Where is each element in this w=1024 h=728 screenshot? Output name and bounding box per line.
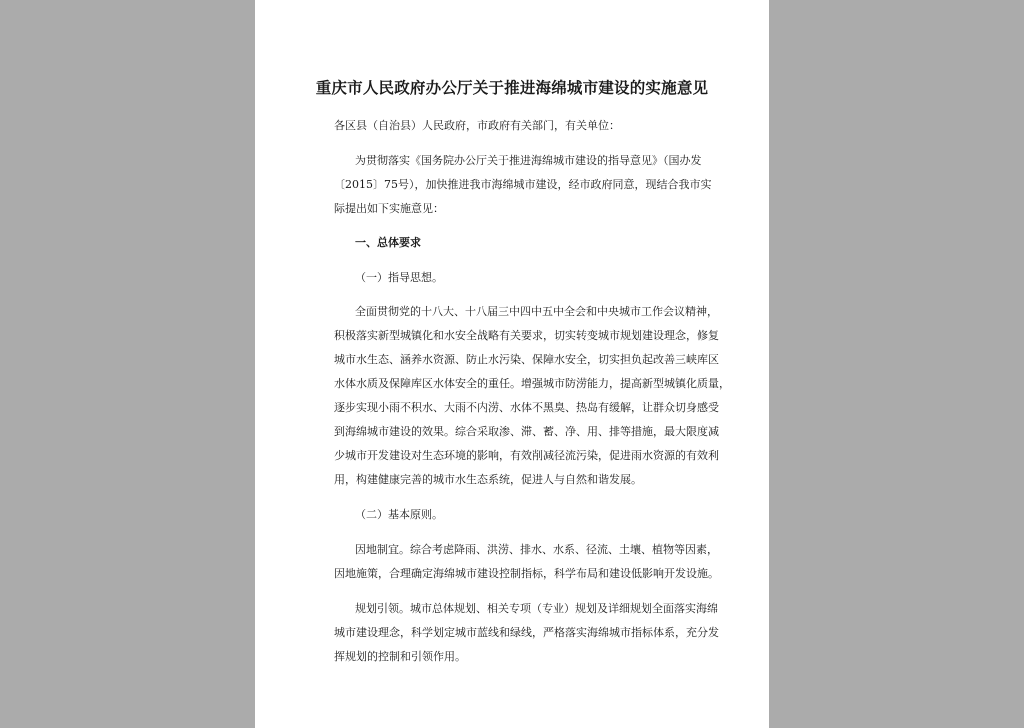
- intro-line-1: 为贯彻落实《国务院办公厅关于推进海绵城市建设的指导意见》（国办发: [355, 154, 702, 167]
- intro-line-2: 〔2015〕75号），加快推进我市海绵城市建设，经市政府同意，现结合我市实: [334, 178, 712, 191]
- intro-line-3: 际提出如下实施意见：: [334, 202, 444, 215]
- principle-2-line-2: 城市建设理念，科学划定城市蓝线和绿线，严格落实海绵城市指标体系，充分发: [334, 626, 719, 639]
- principle-1-line-1: 因地制宜。综合考虑降雨、洪涝、排水、水系、径流、土壤、植物等因素，: [355, 543, 718, 556]
- principle-2-line-1: 规划引领。城市总体规划、相关专项（专业）规划及详细规划全面落实海绵: [355, 602, 718, 615]
- guiding-paragraph-line-2: 积极落实新型城镇化和水安全战略有关要求，切实转变城市规划建设理念，修复: [334, 329, 719, 342]
- guiding-paragraph-line-8: 用，构建健康完善的城市水生态系统，促进人与自然和谐发展。: [334, 473, 642, 486]
- subsection-heading-guiding-thought: （一）指导思想。: [355, 271, 443, 284]
- guiding-paragraph-line-5: 逐步实现小雨不积水、大雨不内涝、水体不黑臭、热岛有缓解，让群众切身感受: [334, 401, 719, 414]
- principle-2-line-3: 挥规划的控制和引领作用。: [334, 650, 466, 663]
- principle-1-line-2: 因地施策，合理确定海绵城市建设控制指标，科学布局和建设低影响开发设施。: [334, 567, 719, 580]
- subsection-heading-basic-principles: （二）基本原则。: [355, 508, 443, 521]
- document-title: 重庆市人民政府办公厅关于推进海绵城市建设的实施意见: [315, 78, 709, 97]
- salutation: 各区县（自治县）人民政府，市政府有关部门，有关单位：: [334, 119, 620, 132]
- document-page: [255, 0, 769, 728]
- section-heading-general-requirements: 一、总体要求: [355, 236, 421, 249]
- guiding-paragraph-line-7: 少城市开发建设对生态环境的影响，有效削减径流污染，促进雨水资源的有效利: [334, 449, 719, 462]
- guiding-paragraph-line-6: 到海绵城市建设的效果。综合采取渗、滞、蓄、净、用、排等措施，最大限度减: [334, 425, 719, 438]
- guiding-paragraph-line-4: 水体水质及保障库区水体安全的重任。增强城市防涝能力，提高新型城镇化质量，: [334, 377, 730, 390]
- guiding-paragraph-line-1: 全面贯彻党的十八大、十八届三中四中五中全会和中央城市工作会议精神，: [355, 305, 718, 318]
- guiding-paragraph-line-3: 城市水生态、涵养水资源、防止水污染、保障水安全，切实担负起改善三峡库区: [334, 353, 719, 366]
